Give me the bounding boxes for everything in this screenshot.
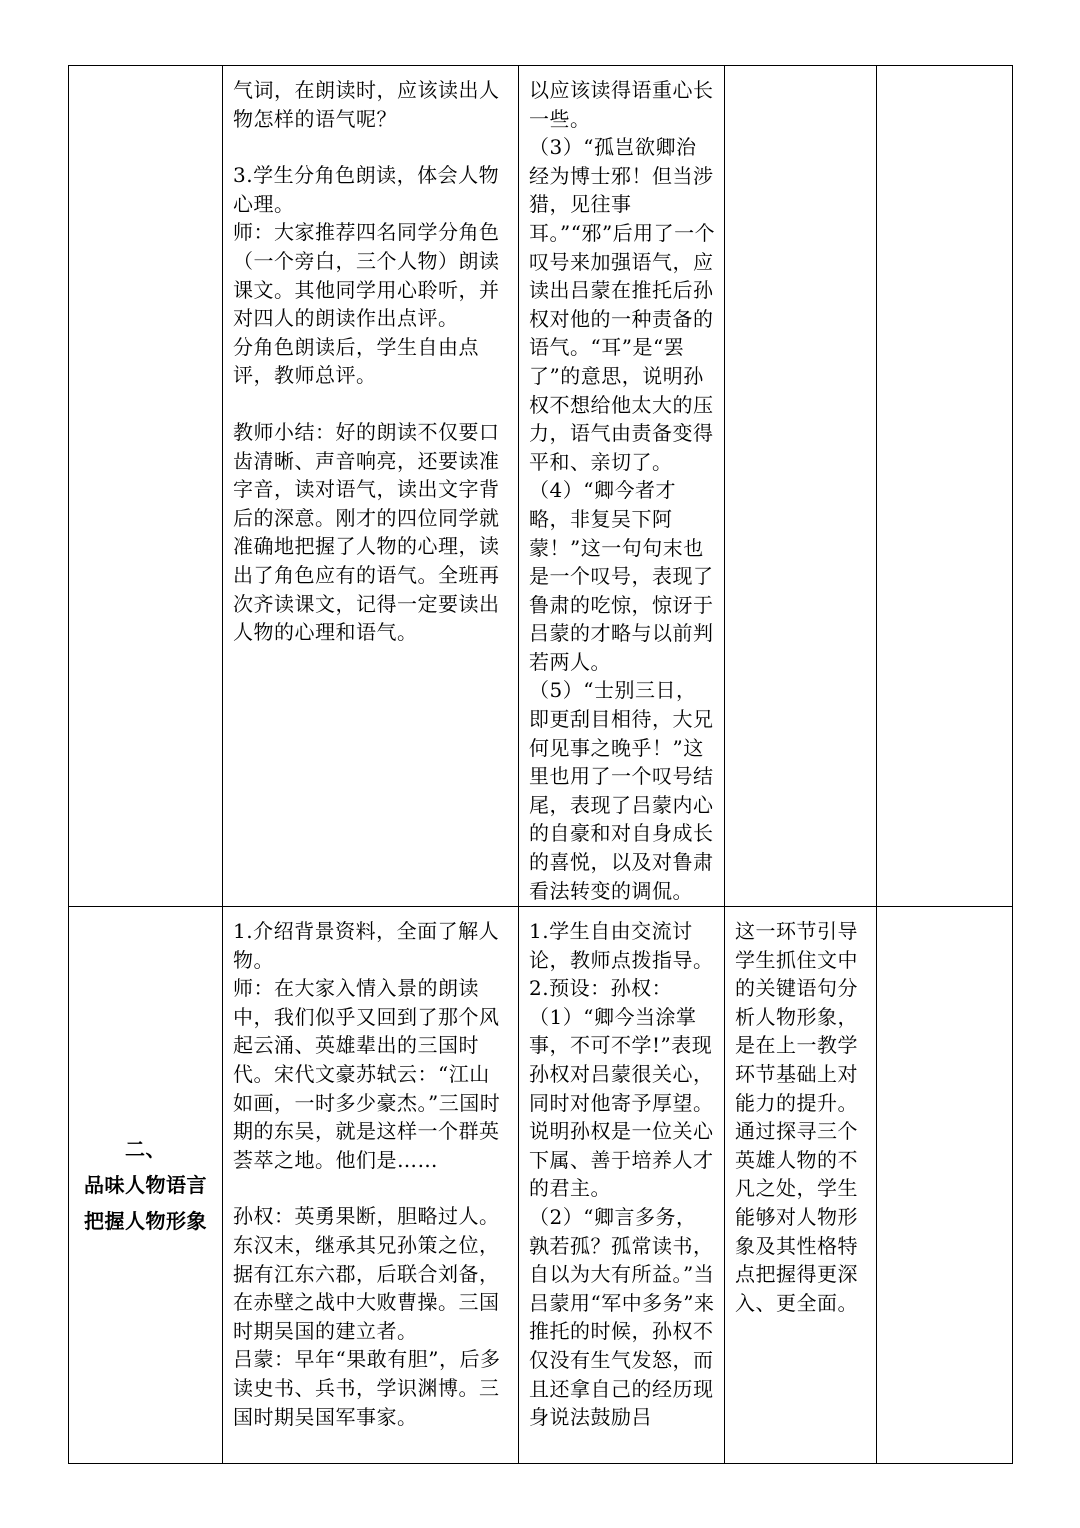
- paragraph: 师：在大家入情入景的朗读中，我们似乎又回到了那个风起云涌、英雄辈出的三国时代。宋代文豪苏轼云：“江山如画，一时多少豪杰。”三国时期的东吴，就是这样一个群英荟萃之地。他们是……: [233, 976, 501, 1172]
- table-row: [69, 907, 1013, 1464]
- design-intent-cell: [725, 66, 877, 907]
- paragraph: 吕蒙：早年“果敢有胆”，后多读史书、兵书，学识渊博。三国时期吴国军事家。: [233, 1347, 501, 1429]
- phase-title-line2: 把握人物形象: [84, 1209, 207, 1233]
- notes-cell: [877, 66, 1013, 907]
- paragraph: 气词，在朗读时，应该读出人物怎样的语气呢？: [233, 78, 500, 131]
- paragraph: 2.预设：孙权：: [529, 976, 673, 1001]
- phase-cell: [69, 66, 223, 907]
- paragraph: 分角色朗读后，学生自由点评，教师总评。: [233, 334, 479, 388]
- paragraph: 师：大家推荐四名同学分角色（一个旁白，三个人物）朗读课文。其他同学用心聆听，并对四人的朗读作出点评。: [233, 220, 500, 331]
- paragraph: 1.介绍背景资料，全面了解人物。: [233, 919, 500, 972]
- paragraph: 3.学生分角色朗读，体会人物心理。: [233, 163, 500, 216]
- phase-cell: [69, 907, 223, 1464]
- lesson-plan-table: [68, 65, 1013, 1464]
- student-activity-cell: [519, 66, 725, 907]
- design-intent-cell: [725, 907, 877, 1464]
- paragraph: 孙权：英勇果断，胆略过人。东汉末，继承其兄孙策之位，据有江东六郡，后联合刘备，在赤壁之战中大败曹操。三国时期吴国的建立者。: [233, 1204, 500, 1343]
- paragraph: （2）“卿言多务，孰若孤？孤常读书，自以为大有所益。”当吕蒙用“军中多务”来推托的时候，孙权不仅没有生气发怒，而且还拿自己的经历现身说法鼓励吕: [529, 1204, 715, 1430]
- table-row: [69, 66, 1013, 907]
- paragraph: 以应该读得语重心长一些。: [529, 78, 714, 131]
- teacher-activity-cell: [223, 907, 519, 1464]
- paragraph: 教师小结：好的朗读不仅要口齿清晰、声音响亮，还要读准字音，读对语气，读出文字背后的深意。刚才的四位同学就准确地把握了人物的心理，读出了角色应有的语气。全班再次齐读课文，记得一定要读出人物的心理和语气。: [233, 419, 500, 645]
- phase-title-line1: 品味人物语言: [84, 1173, 207, 1197]
- notes-cell: [877, 907, 1013, 1464]
- phase-number: 二、: [125, 1137, 166, 1161]
- paragraph: 这一环节引导学生抓住文中的关键语句分析人物形象，是在上一教学环节基础上对能力的提升。通过探寻三个英雄人物的不凡之处，学生能够对人物形象及其性格特点把握得更深入、更全面。: [735, 919, 858, 1315]
- teacher-activity-cell: [223, 66, 519, 907]
- paragraph: （5）“士别三日，即更刮目相待，大兄何见事之晚乎！”这里也用了一个叹号结尾，表现了吕蒙内心的自豪和对自身成长的喜悦，以及对鲁肃看法转变的调侃。: [529, 678, 714, 903]
- paragraph: （1）“卿今当涂掌事，不可不学!”表现孙权对吕蒙很关心，同时对他寄予厚望。说明孙权是一位关心下属、善于培养人才的君主。: [529, 1004, 714, 1201]
- student-activity-cell: [519, 907, 725, 1464]
- paragraph: （4）“卿今者才略，非复吴下阿蒙！”这一句句末也是一个叹号，表现了鲁肃的吃惊，惊讶于吕蒙的才略与以前判若两人。: [529, 478, 714, 674]
- paragraph: （3）“孤岂欲卿治经为博士邪！但当涉猎，见往事耳。”“邪”后用了一个叹号来加强语气，应读出吕蒙在推托后孙权对他的一种责备的语气。“耳”是“罢了”的意思，说明孙权不想给他太大的压力，语气由责备变得平和、亲切了。: [529, 135, 716, 474]
- paragraph: 1.学生自由交流讨论，教师点拨指导。: [529, 919, 714, 972]
